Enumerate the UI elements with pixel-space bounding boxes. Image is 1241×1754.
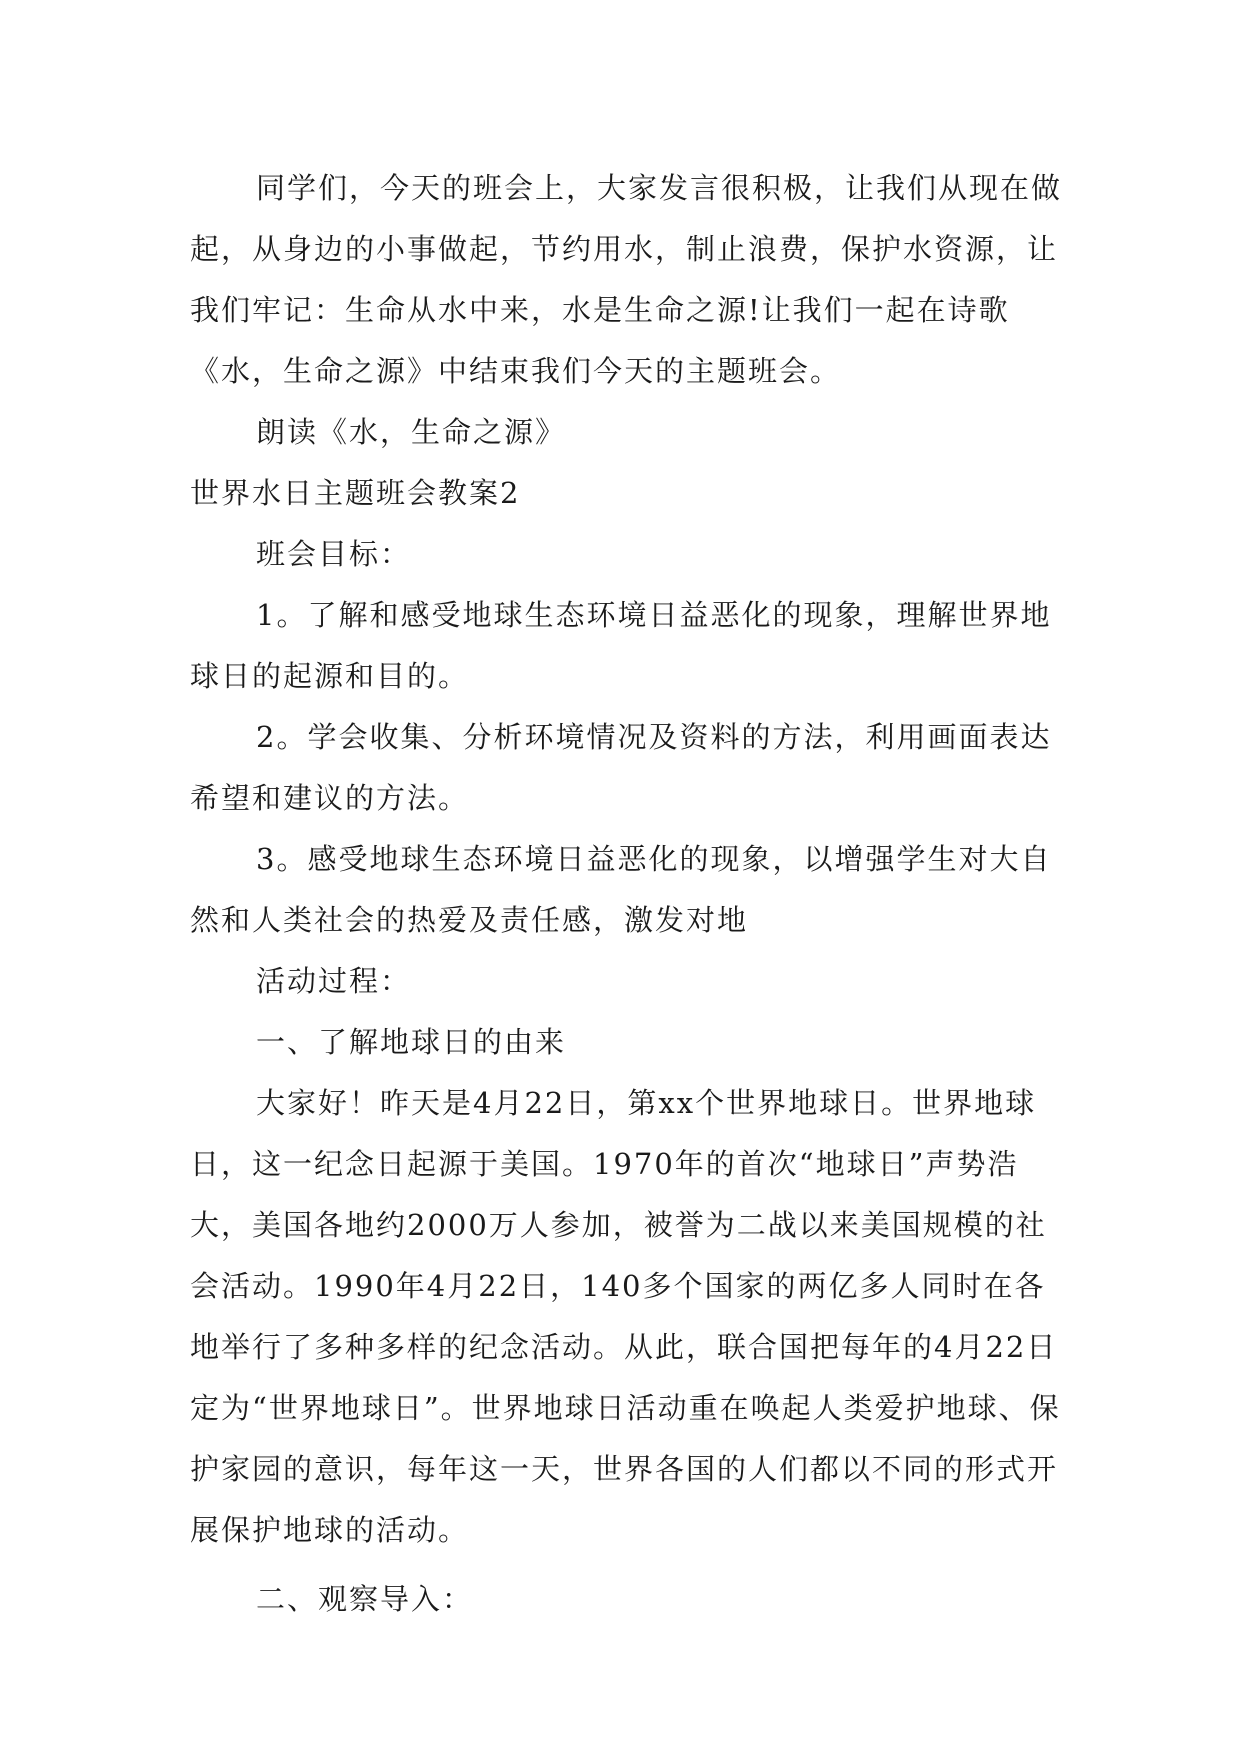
paragraph-step-1-title: 一、了解地球日的由来 bbox=[256, 1025, 567, 1059]
paragraph-closing-remarks: 同学们，今天的班会上，大家发言很积极，让我们从现在做起，从身边的小事做起，节约用水，制止浪费，保护水资源，让我们牢记：生命从水中来，水是生命之源!让我们一起在诗歌《水，生命之源》中结束我们今天的主题班会。 bbox=[190, 171, 1063, 388]
paragraph-goals-label: 班会目标： bbox=[256, 537, 412, 571]
document-page bbox=[190, 158, 1070, 1630]
paragraph-goal-2: 2。学会收集、分析环境情况及资料的方法，利用画面表达希望和建议的方法。 bbox=[190, 720, 1052, 815]
paragraph-goal-1: 1。了解和感受地球生态环境日益恶化的现象，理解世界地球日的起源和目的。 bbox=[190, 598, 1052, 693]
section-heading: 世界水日主题班会教案2 bbox=[190, 476, 521, 510]
paragraph-goal-3: 3。感受地球生态环境日益恶化的现象，以增强学生对大自然和人类社会的热爱及责任感，激发对地 bbox=[190, 842, 1052, 937]
paragraph-earth-day-intro: 大家好！昨天是4月22日，第xx个世界地球日。世界地球日，这一纪念日起源于美国。1970年的首次“地球日”声势浩大，美国各地约2000万人参加，被誉为二战以来美国规模的社会活动。1990年4月22日，140多个国家的两亿多人同时在各地举行了多种多样的纪念活动。从此，联合国把每年的4月22日定为“世界地球日”。世界地球日活动重在唤起人类爱护地球、保护家园的意识，每年这一天，世界各国的人们都以不同的形式开展保护地球的活动。 bbox=[190, 1086, 1061, 1547]
paragraph-poem-reading: 朗读《水，生命之源》 bbox=[256, 415, 567, 449]
paragraph-step-2-title: 二、观察导入： bbox=[256, 1582, 474, 1616]
paragraph-process-label: 活动过程： bbox=[256, 964, 412, 998]
